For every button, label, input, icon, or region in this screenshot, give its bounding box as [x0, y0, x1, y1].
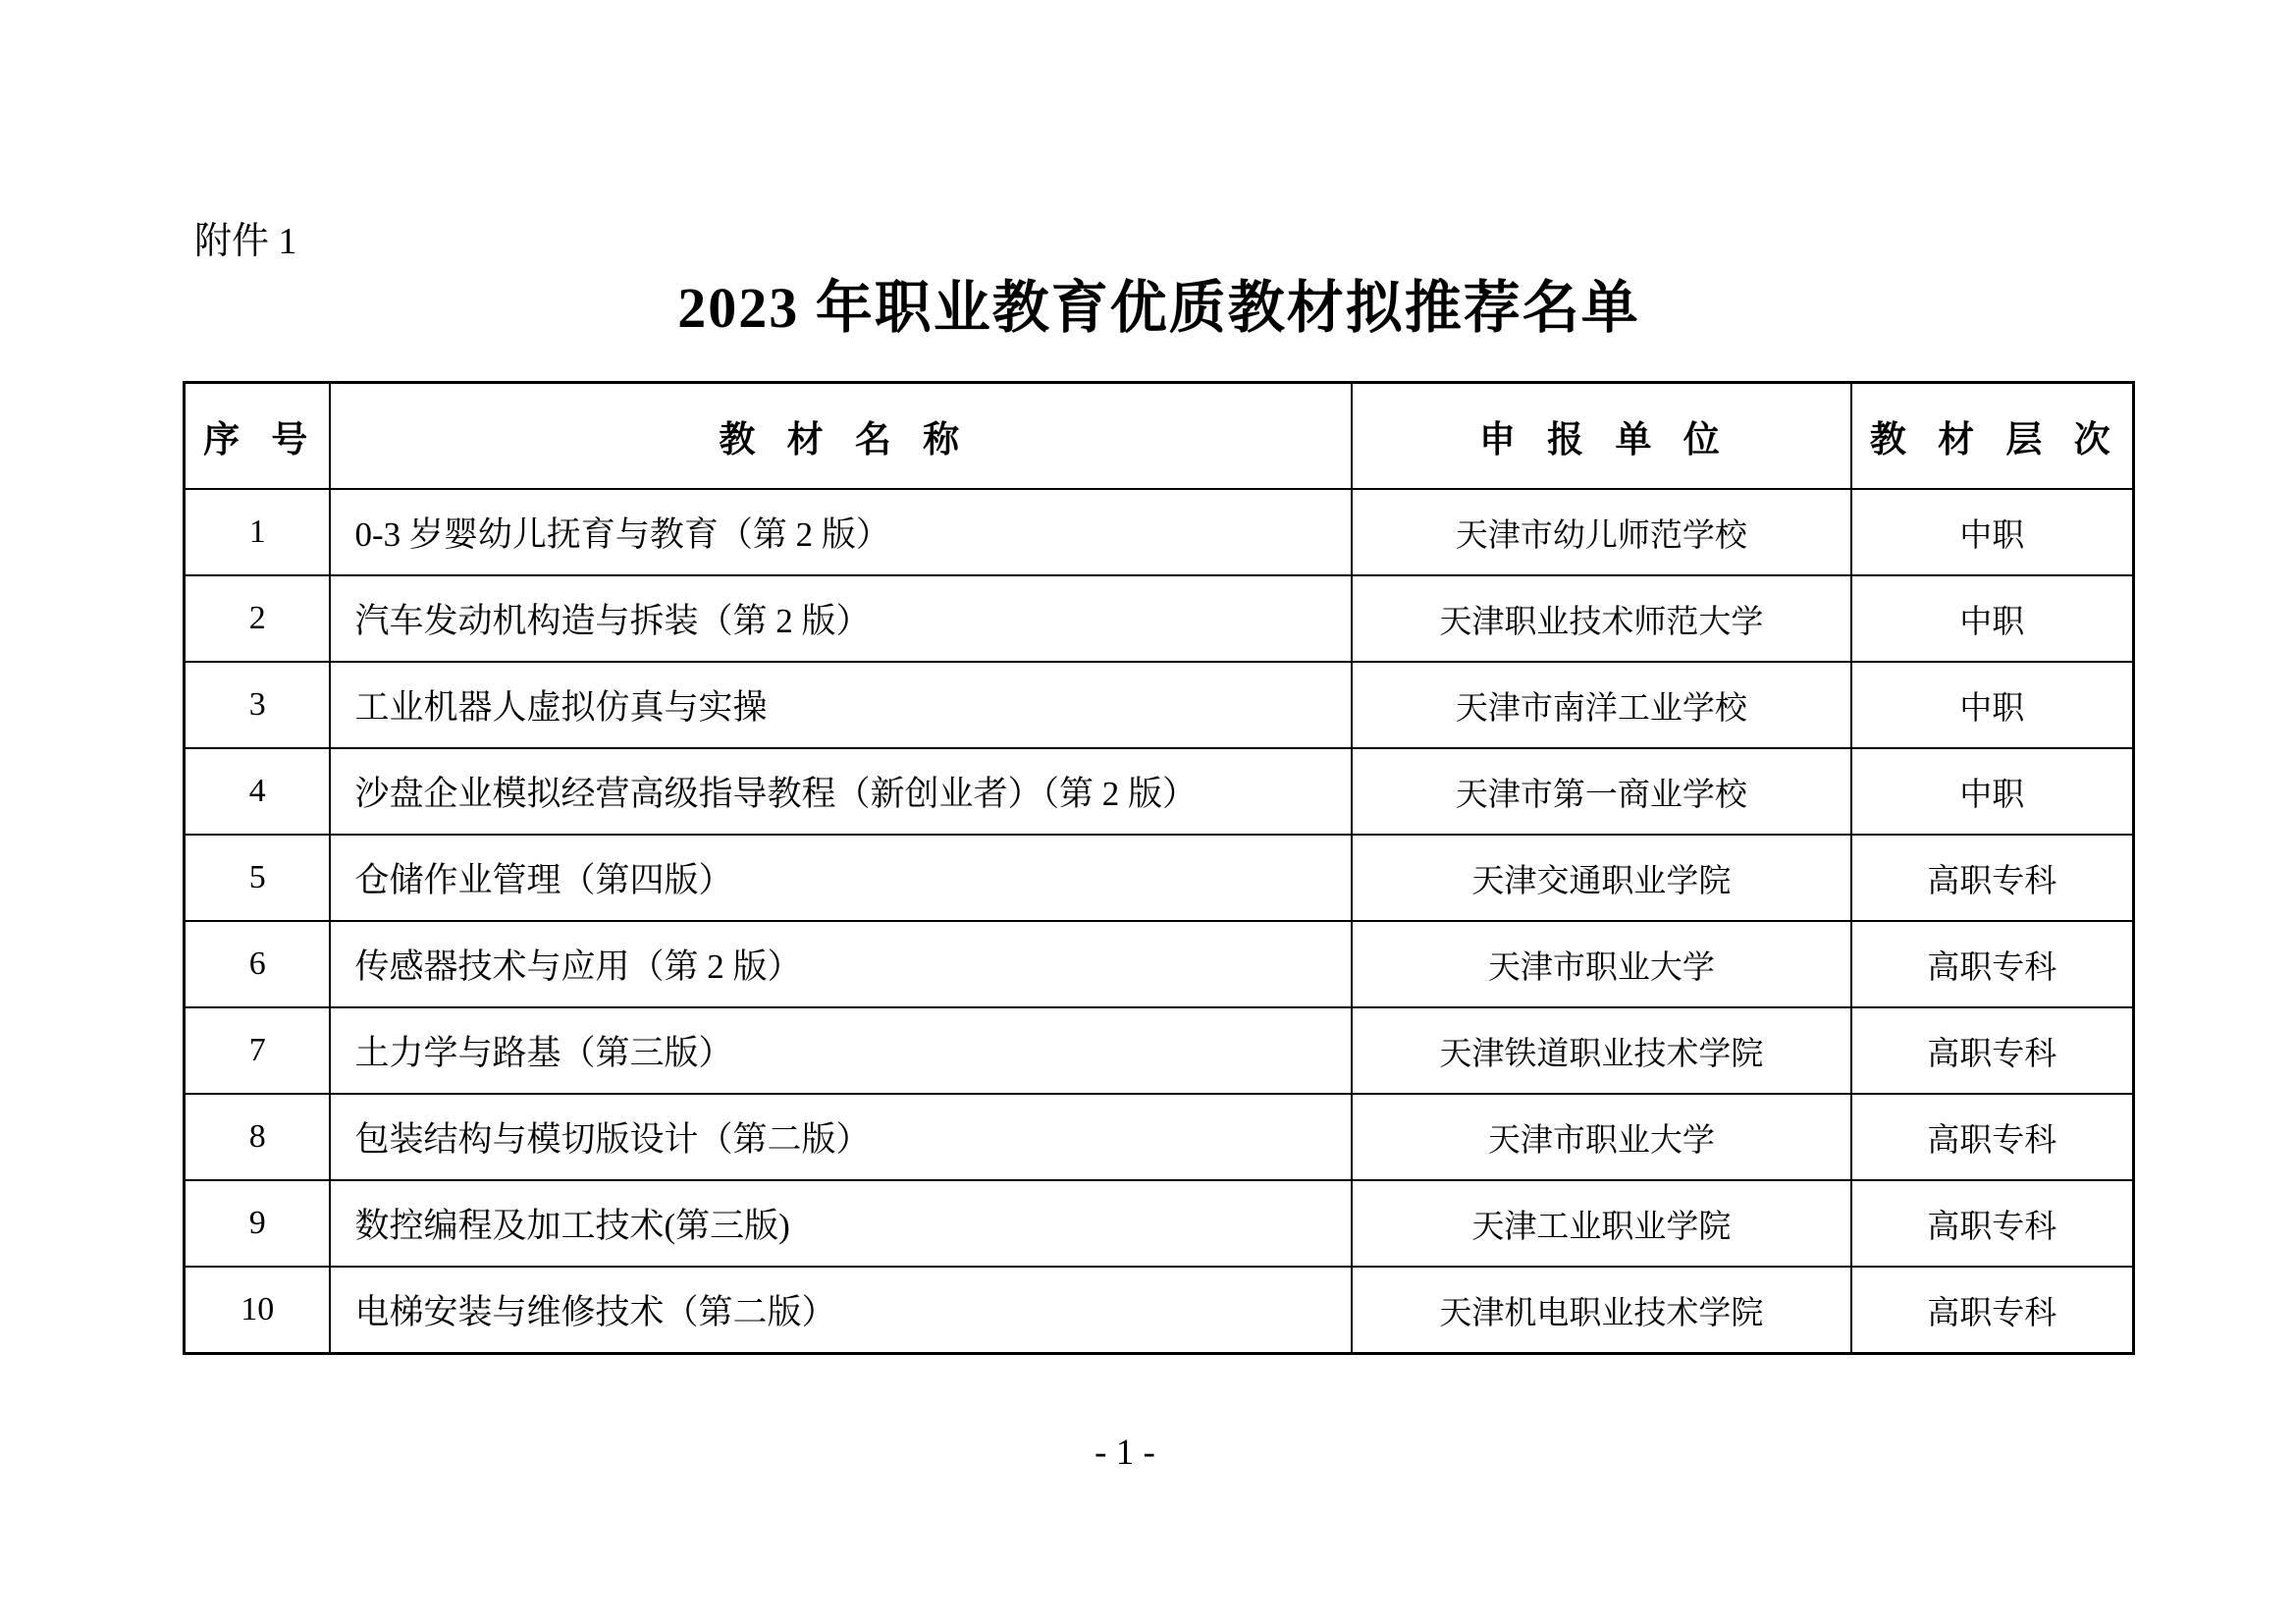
- cell-level: 中职: [1851, 662, 2134, 748]
- cell-level: 高职专科: [1851, 1180, 2134, 1267]
- column-header-name: 教 材 名 称: [330, 383, 1352, 490]
- attachment-label: 附件 1: [194, 221, 297, 262]
- cell-unit: 天津铁道职业技术学院: [1352, 1007, 1850, 1094]
- cell-name: 汽车发动机构造与拆装（第 2 版）: [330, 575, 1352, 662]
- cell-level: 高职专科: [1851, 1267, 2134, 1354]
- cell-no: 10: [185, 1267, 331, 1354]
- cell-level: 高职专科: [1851, 1007, 2134, 1094]
- table-row: [185, 921, 2134, 1007]
- cell-level: 高职专科: [1851, 1094, 2134, 1180]
- table-row: [185, 1094, 2134, 1180]
- cell-name: 土力学与路基（第三版）: [330, 1007, 1352, 1094]
- cell-name: 0-3 岁婴幼儿抚育与教育（第 2 版）: [330, 489, 1352, 575]
- table-row: [185, 748, 2134, 835]
- cell-name: 工业机器人虚拟仿真与实操: [330, 662, 1352, 748]
- cell-level: 高职专科: [1851, 921, 2134, 1007]
- cell-unit: 天津机电职业技术学院: [1352, 1267, 1850, 1354]
- page-title: 2023 年职业教育优质教材拟推荐名单: [677, 276, 1640, 340]
- cell-name: 电梯安装与维修技术（第二版）: [330, 1267, 1352, 1354]
- cell-name: 包装结构与模切版设计（第二版）: [330, 1094, 1352, 1180]
- cell-no: 8: [185, 1094, 331, 1180]
- table-row: [185, 1007, 2134, 1094]
- cell-no: 3: [185, 662, 331, 748]
- cell-unit: 天津市南洋工业学校: [1352, 662, 1850, 748]
- cell-no: 6: [185, 921, 331, 1007]
- column-header-no: 序 号: [185, 383, 331, 490]
- cell-no: 5: [185, 835, 331, 921]
- cell-level: 中职: [1851, 489, 2134, 575]
- table-row: [185, 1267, 2134, 1354]
- table-row: [185, 489, 2134, 575]
- cell-unit: 天津市职业大学: [1352, 921, 1850, 1007]
- cell-no: 1: [185, 489, 331, 575]
- table-row: [185, 835, 2134, 921]
- cell-name: 数控编程及加工技术(第三版): [330, 1180, 1352, 1267]
- cell-unit: 天津工业职业学院: [1352, 1180, 1850, 1267]
- cell-unit: 天津职业技术师范大学: [1352, 575, 1850, 662]
- table-row: [185, 575, 2134, 662]
- cell-level: 中职: [1851, 575, 2134, 662]
- column-header-unit: 申 报 单 位: [1352, 383, 1850, 490]
- table-row: [185, 662, 2134, 748]
- cell-unit: 天津市职业大学: [1352, 1094, 1850, 1180]
- cell-unit: 天津市第一商业学校: [1352, 748, 1850, 835]
- cell-no: 2: [185, 575, 331, 662]
- cell-level: 中职: [1851, 748, 2134, 835]
- recommended-textbooks-table: [183, 381, 2135, 1355]
- table-row: [185, 1180, 2134, 1267]
- cell-no: 4: [185, 748, 331, 835]
- cell-no: 9: [185, 1180, 331, 1267]
- cell-unit: 天津市幼儿师范学校: [1352, 489, 1850, 575]
- cell-name: 传感器技术与应用（第 2 版）: [330, 921, 1352, 1007]
- cell-no: 7: [185, 1007, 331, 1094]
- page-number: - 1 -: [1095, 1433, 1155, 1473]
- cell-name: 仓储作业管理（第四版）: [330, 835, 1352, 921]
- cell-name: 沙盘企业模拟经营高级指导教程（新创业者）（第 2 版）: [330, 748, 1352, 835]
- cell-level: 高职专科: [1851, 835, 2134, 921]
- cell-unit: 天津交通职业学院: [1352, 835, 1850, 921]
- table-header-row: [185, 383, 2134, 490]
- column-header-level: 教 材 层 次: [1851, 383, 2134, 490]
